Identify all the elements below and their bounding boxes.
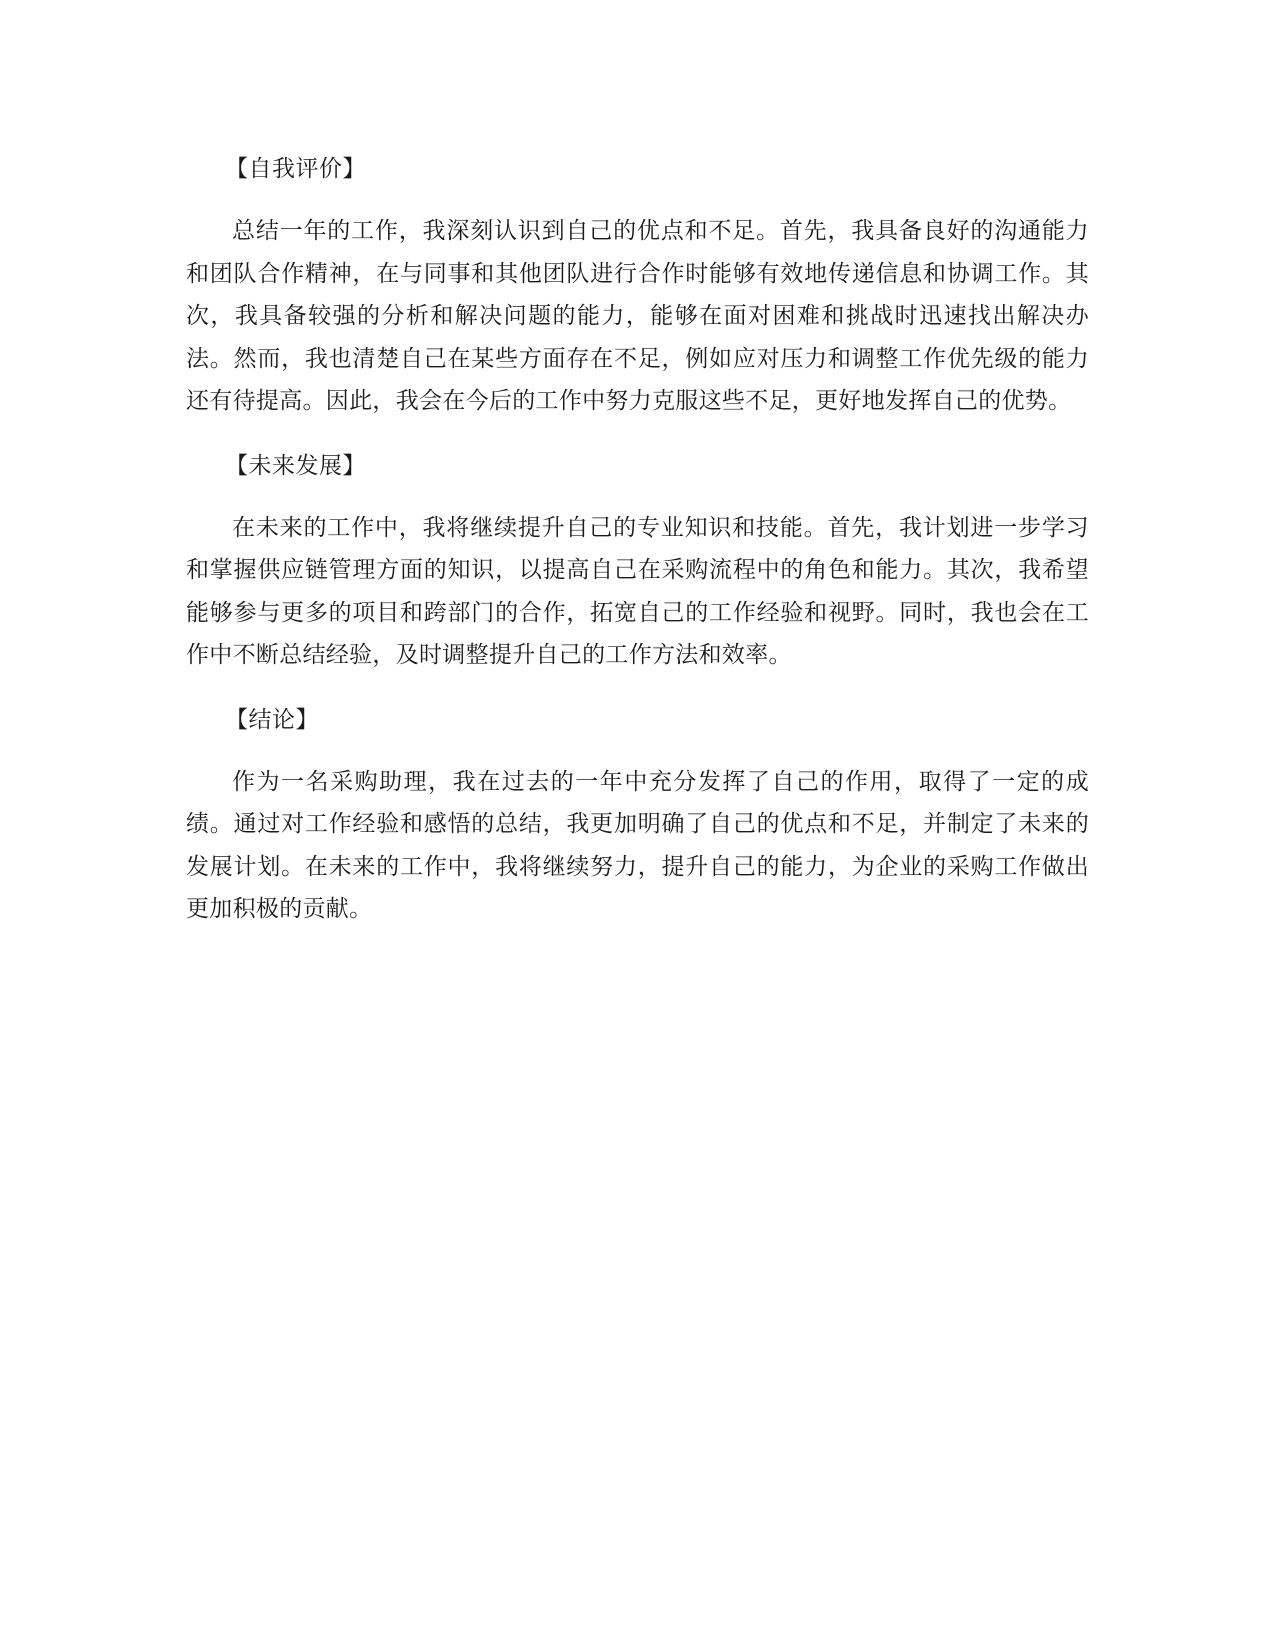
document-body	[186, 148, 1089, 953]
section-heading-self-evaluation: 【自我评价】	[225, 156, 366, 182]
paragraph-self-evaluation: 总结一年的工作，我深刻认识到自己的优点和不足。首先，我具备良好的沟通能力和团队合作精神，在与同事和其他团队进行合作时能够有效地传递信息和协调工作。其次，我具备较强的分析和解决问题的能力，能够在面对困难和挑战时迅速找出解决办法。然而，我也清楚自己在某些方面存在不足，例如应对压力和调整工作优先级的能力还有待提高。因此，我会在今后的工作中努力克服这些不足，更好地发挥自己的优势。	[186, 218, 1089, 414]
paragraph-future-development: 在未来的工作中，我将继续提升自己的专业知识和技能。首先，我计划进一步学习和掌握供应链管理方面的知识，以提高自己在采购流程中的角色和能力。其次，我希望能够参与更多的项目和跨部门的合作，拓宽自己的工作经验和视野。同时，我也会在工作中不断总结经验，及时调整提升自己的工作方法和效率。	[186, 514, 1089, 668]
section-heading-future-development: 【未来发展】	[225, 452, 366, 479]
section-heading-conclusion: 【结论】	[225, 706, 319, 733]
paragraph-conclusion: 作为一名采购助理，我在过去的一年中充分发挥了自己的作用，取得了一定的成绩。通过对工作经验和感悟的总结，我更加明确了自己的优点和不足，并制定了未来的发展计划。在未来的工作中，我将继续努力，提升自己的能力，为企业的采购工作做出更加积极的贡献。	[186, 768, 1089, 922]
